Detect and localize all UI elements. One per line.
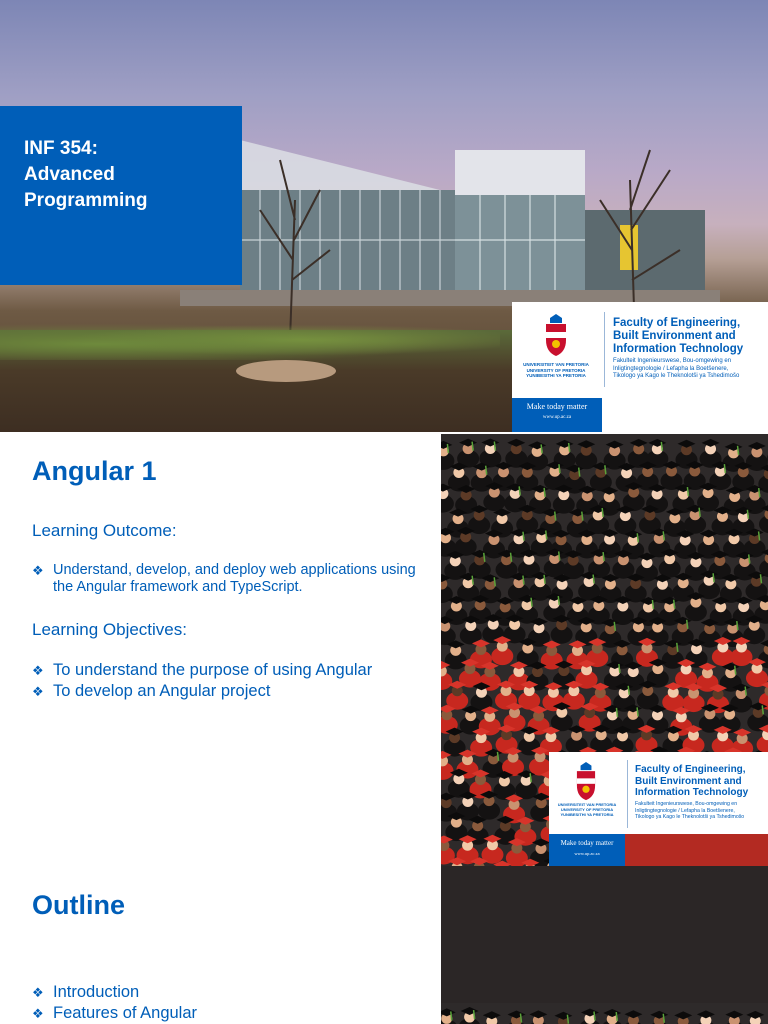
course-name-line-1: Advanced	[24, 164, 115, 185]
list-item: ❖ Introduction	[32, 983, 140, 1001]
faculty-name-translations: Fakulteit Ingenieurswese, Bou-omgewing en Inligtingtegnologie / Lefapha la Boetšenere, Tikologo ya Kago le Theknolotši ya Tshedimošo	[635, 801, 745, 820]
slide-heading: Outline	[32, 890, 125, 920]
course-name-line-2: Programming	[24, 190, 148, 211]
list-item: ❖ Understand, develop, and deploy web applications using the Angular framework and TypeScript.	[32, 562, 416, 595]
faculty-logo-card	[512, 302, 768, 432]
course-code: INF 354:	[24, 138, 98, 159]
university-name: UNIVERSITEIT VAN PRETORIA UNIVERSITY OF PRETORIA YUNIBESITHI YA PRETORIA	[523, 362, 589, 378]
learning-outcome-list	[32, 562, 427, 596]
logo-divider	[627, 760, 628, 828]
list-item: ❖ Features of Angular	[32, 1004, 198, 1022]
diamond-bullet-icon: ❖	[32, 985, 44, 1000]
university-crest-icon	[542, 314, 570, 358]
outline-slide	[0, 866, 768, 1024]
faculty-name-translations: Fakulteit Ingenieurswese, Bou-omgewing en Inligtingtegnologie / Lefapha la Boetšenere, Tikologo ya Kago le Theknolotši ya Tshedimošo	[613, 358, 740, 379]
university-crest-icon	[573, 762, 599, 802]
motto: Make today matter	[560, 839, 614, 847]
website: www.up.ac.za	[542, 415, 572, 420]
learning-objectives-list	[32, 660, 412, 702]
diamond-bullet-icon: ❖	[32, 563, 44, 578]
faculty-logo-card	[549, 752, 768, 866]
learning-outcomes-slide	[0, 434, 768, 866]
diamond-bullet-icon: ❖	[32, 684, 44, 699]
gown-photo-strip	[625, 834, 768, 866]
graduation-crowd-photo	[441, 866, 768, 1024]
list-item: ❖ To develop an Angular project	[32, 682, 271, 700]
learning-objectives-label: Learning Objectives:	[32, 620, 187, 639]
motto: Make today matter	[526, 402, 588, 411]
website: www.up.ac.za	[574, 851, 600, 856]
slide-heading: Angular 1	[32, 456, 157, 486]
diamond-bullet-icon: ❖	[32, 663, 44, 678]
learning-outcome-label: Learning Outcome:	[32, 521, 177, 540]
list-item: ❖ To understand the purpose of using Angular	[32, 661, 373, 679]
faculty-name: Faculty of Engineering, Built Environment and Information Technology	[613, 317, 744, 355]
outline-list	[32, 982, 412, 1024]
title-slide	[0, 0, 768, 432]
logo-divider	[604, 312, 605, 387]
faculty-name: Faculty of Engineering, Built Environment and Information Technology	[635, 764, 749, 798]
stepping-stone	[236, 360, 336, 382]
diamond-bullet-icon: ❖	[32, 1006, 44, 1021]
course-title-box	[0, 106, 242, 285]
garden-plants	[0, 320, 500, 360]
motto-strip	[512, 398, 602, 432]
motto-strip	[549, 834, 625, 866]
university-name: UNIVERSITEIT VAN PRETORIA UNIVERSITY OF PRETORIA YUNIBESITHI YA PRETORIA	[557, 802, 617, 817]
